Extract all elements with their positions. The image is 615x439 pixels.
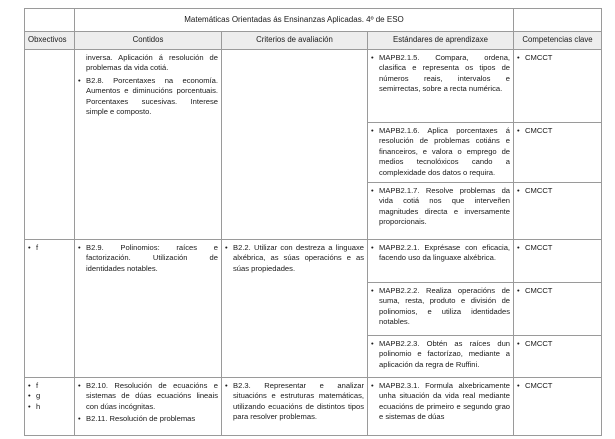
cell-estandar: [368, 183, 514, 240]
bullet-dot: •: [517, 381, 520, 390]
cell-competencia: [514, 336, 602, 378]
cell-competencia: [514, 50, 602, 123]
obxectivo-text: g: [36, 391, 41, 401]
cell-estandar: [368, 283, 514, 336]
competencia-item: [517, 53, 598, 63]
cell-estandar: [368, 50, 514, 123]
estandar-item-text: MAPB2.1.6. Aplica porcentaxes á resolución de problemas cotiáns e financeiros, e valora o emprego de medios tecnolóxicos cando a complexidade dos datos o requira.: [379, 126, 511, 177]
competencia-item-text: CMCCT: [525, 339, 553, 348]
cell-criterios: [222, 240, 368, 378]
competencia-item-text: CMCCT: [525, 243, 553, 252]
cell-obxectivos: [25, 50, 75, 240]
bullet-dot: •: [225, 243, 228, 252]
bullet-dot: •: [371, 243, 374, 252]
bullet-dot: •: [28, 391, 31, 401]
obxectivo-item: [28, 243, 71, 253]
bullet-dot: •: [371, 53, 374, 62]
competencia-item: [517, 381, 598, 391]
cell-contidos: [75, 240, 222, 378]
bullet-dot: •: [28, 381, 31, 390]
bullet-dot: •: [225, 381, 228, 390]
contido-item: [78, 243, 218, 274]
cell-competencia: [514, 240, 602, 283]
cell-estandar: [368, 123, 514, 183]
cell-criterios: [222, 378, 368, 436]
cell-competencia: [514, 283, 602, 336]
obxectivo-item: [28, 381, 71, 391]
table-title: Matemáticas Orientadas ás Ensinanzas Aplicadas. 4º de ESO: [75, 9, 514, 32]
contido-item-text: B2.10. Resolución de ecuacións e sistemas de dúas ecuacións lineais con dúas incógnitas.: [86, 381, 218, 411]
header-competencias: Competencias clave: [514, 32, 602, 50]
cell-competencia: [514, 123, 602, 183]
competencia-item: [517, 243, 598, 253]
contido-item: [78, 76, 218, 118]
competencia-item-text: CMCCT: [525, 381, 553, 390]
cell-criterios: [222, 50, 368, 240]
estandar-item: [371, 339, 510, 370]
competencia-item-text: CMCCT: [525, 126, 553, 135]
title-corner: [25, 9, 75, 32]
competencia-item-text: CMCCT: [525, 186, 553, 195]
competencia-item-text: CMCCT: [525, 286, 553, 295]
contido-item-text: B2.8. Porcentaxes na economía. Aumentos e diminucións porcentuais. Porcentaxes sucesivas. Interese simple e composto.: [86, 75, 218, 117]
header-obxectivos: Obxectivos: [25, 32, 75, 50]
bullet-dot: •: [517, 186, 520, 195]
obxectivo-text: h: [36, 401, 41, 411]
bullet-dot: •: [371, 186, 374, 195]
obxectivo-item: [28, 391, 71, 401]
obxectivo-text: f: [36, 243, 39, 252]
cell-competencia: [514, 378, 602, 436]
cell-estandar: [368, 378, 514, 436]
curriculum-document: [24, 8, 602, 436]
bullet-dot: •: [78, 414, 81, 424]
bullet-dot: •: [371, 381, 374, 390]
cell-obxectivos: [25, 378, 75, 436]
contido-item-text: B2.11. Resolución de problemas: [86, 414, 196, 424]
contido-item: [78, 53, 218, 74]
bullet-dot: •: [371, 339, 374, 348]
obxectivo-item: [28, 402, 71, 412]
competencia-item: [517, 186, 598, 196]
bullet-dot: •: [517, 243, 520, 252]
bullet-dot: •: [28, 243, 31, 252]
estandar-item-text: MAPB2.2.2. Realiza operacións de suma, resta, produto e división de polinomios, e utiliza identidades notables.: [379, 286, 511, 327]
cell-contidos: [75, 378, 222, 436]
bullet-dot: •: [517, 339, 520, 348]
bullet-dot: •: [78, 75, 81, 85]
estandar-item: [371, 286, 510, 328]
table-row: [25, 240, 602, 283]
competencia-item: [517, 126, 598, 136]
estandar-item: [371, 53, 510, 95]
estandar-item-text: MAPB2.2.1. Exprésase con eficacia, facendo uso da linguaxe alxébrica.: [379, 243, 511, 263]
curriculum-table: [24, 8, 602, 436]
contido-item: [78, 414, 218, 424]
bullet-dot: •: [517, 53, 520, 62]
bullet-dot: •: [517, 126, 520, 135]
estandar-item-text: MAPB2.3.1. Formula alxebricamente unha situación da vida real mediante ecuacións de primeiro e segundo grao e sistemas de dúas: [379, 381, 511, 422]
contido-item-text: B2.9. Polinomios: raíces e factorización. Utilización de identidades notables.: [86, 243, 218, 273]
table-body: [25, 50, 602, 436]
bullet-dot: •: [28, 401, 31, 411]
cell-contidos: [75, 50, 222, 240]
cell-obxectivos: [25, 240, 75, 378]
title-corner-right: [514, 9, 602, 32]
criterio-item: [225, 381, 364, 423]
header-contidos: Contidos: [75, 32, 222, 50]
bullet-dot: •: [371, 126, 374, 135]
obxectivo-text: f: [36, 381, 39, 390]
bullet-dot: [78, 53, 86, 74]
estandar-item: [371, 381, 510, 423]
contido-item: [78, 381, 218, 412]
bullet-dot: •: [517, 286, 520, 295]
cell-estandar: [368, 336, 514, 378]
cell-estandar: [368, 240, 514, 283]
table-row: [25, 50, 602, 123]
estandar-item: [371, 186, 510, 228]
competencia-item: [517, 286, 598, 296]
estandar-item-text: MAPB2.2.3. Obtén as raíces dun polinomio e factorízao, mediante a aplicación da regra de Ruffini.: [379, 339, 511, 369]
criterio-item: [225, 243, 364, 274]
header-estandares: Estándares de aprendizaxe: [368, 32, 514, 50]
criterio-item-text: B2.2. Utilizar con destreza a linguaxe alxébrica, as súas operacións e as súas propiedades.: [233, 243, 364, 273]
estandar-item-text: MAPB2.1.5. Compara, ordena, clasifica e representa os tipos de números reais, intervalos e semirrectas, sobre a recta numérica.: [379, 53, 511, 94]
header-criterios: Criterios de avaliación: [222, 32, 368, 50]
bullet-dot: •: [78, 243, 81, 252]
estandar-item-text: MAPB2.1.7. Resolve problemas da vida cotiá nos que interveñen magnitudes directa e inversamente proporcionais.: [379, 186, 511, 227]
criterio-item-text: B2.3. Representar e analizar situacións e estruturas matemáticas, utilizando ecuacións de distintos tipos para resolver problemas.: [233, 381, 364, 422]
estandar-item: [371, 126, 510, 178]
bullet-dot: •: [371, 286, 374, 295]
table-row: [25, 378, 602, 436]
cell-competencia: [514, 183, 602, 240]
competencia-item-text: CMCCT: [525, 53, 553, 62]
estandar-item: [371, 243, 510, 264]
contido-item-text: inversa. Aplicación á resolución de problemas da vida cotiá.: [86, 53, 218, 73]
competencia-item: [517, 339, 598, 349]
bullet-dot: •: [78, 381, 81, 390]
